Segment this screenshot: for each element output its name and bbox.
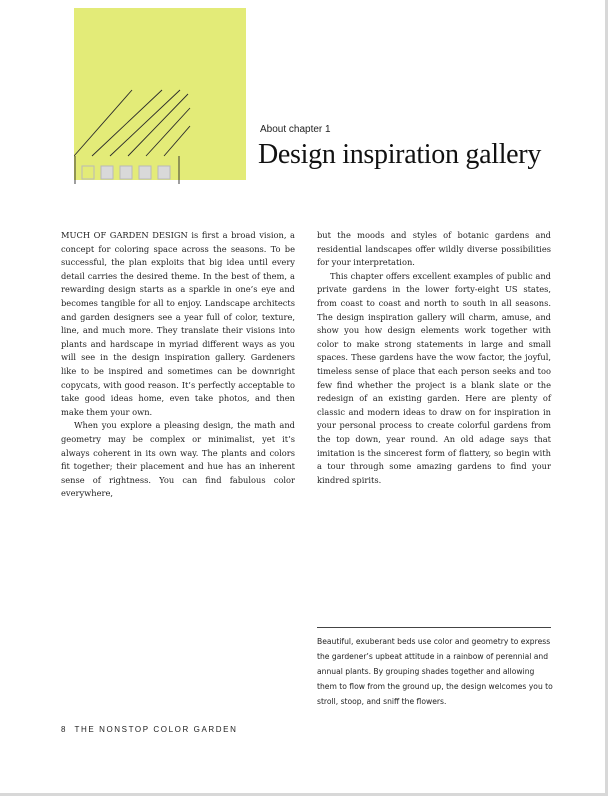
body-column-left — [61, 229, 295, 501]
chapter-kicker: About chapter 1 — [260, 124, 331, 135]
swatch-square — [82, 166, 94, 179]
caption-rule — [317, 627, 551, 628]
swatch-square — [158, 166, 170, 179]
diagonal-line — [110, 90, 180, 156]
photo-caption: Beautiful, exuberant beds use color and geometry to express the gardener’s upbeat attitude in a rainbow of perennial and annual plants. By grouping shades together and allowing them to flow from the ground up, the design welcomes you to stroll, stoop, and sniff the flowers. — [317, 637, 553, 706]
body-column-right — [317, 229, 551, 487]
chapter-swatch-graphic — [74, 8, 194, 184]
running-footer-title: THE NONSTOP COLOR GARDEN — [74, 725, 238, 734]
diagonal-line — [164, 126, 190, 156]
diagonal-lines — [74, 90, 190, 156]
chapter-title: Design inspiration gallery — [258, 139, 542, 170]
swatch-row — [82, 166, 170, 179]
swatch-square — [101, 166, 113, 179]
body-paragraph: MUCH OF GARDEN DESIGN is first a broad vision, a concept for coloring space across the seasons. To be successful, the plan exploits that big idea until every detail carries the desired theme. In the best of them, a rewarding design starts as a sparkle in one’s eye and becomes tangible for all to enjoy. Landscape architects and garden designers see a year full of color, texture, line, and much more. They translate their visions into plants and hardscape in myriad different ways as you will see in the design inspiration gallery. Gardeners like to be inspired and sometimes can be downright copycats, with good reason. It’s perfectly acceptable to take good ideas home, even take photos, and then make them your own. — [61, 230, 295, 417]
body-paragraph: When you explore a pleasing design, the math and geometry may be complex or minimalist, yet it’s always coherent in its own way. The plants and colors fit together; their placement and hue has an inherent sense of rightness. You can find fabulous color everywhere, — [61, 420, 295, 499]
swatch-square — [139, 166, 151, 179]
body-paragraph: but the moods and styles of botanic gardens and residential landscapes offer wildly diverse possibilities for your interpretation. — [317, 230, 551, 268]
page-number: 8 — [61, 725, 66, 734]
body-paragraph: This chapter offers excellent examples of public and private gardens in the lower forty-eight US states, from coast to coast and north to south in all seasons. The design inspiration gallery will charm, amuse, and show you how design elements work together with color to make strong statements in large and small spaces. These gardens have the wow factor, the joyful, timeless sense of place that each person seeks and too few find whether the project is a blank slate or the redesign of an existing garden. Here are plenty of classic and modern ideas to draw on for inspiration in your personal process to create colorful gardens from the top down, year round. An old adage says that imitation is the sincerest form of flattery, so begin with a tour through some amazing gardens to find your kindred spirits. — [317, 270, 551, 485]
diagonal-line — [128, 94, 188, 156]
page-footer — [61, 725, 237, 734]
swatch-square — [120, 166, 132, 179]
